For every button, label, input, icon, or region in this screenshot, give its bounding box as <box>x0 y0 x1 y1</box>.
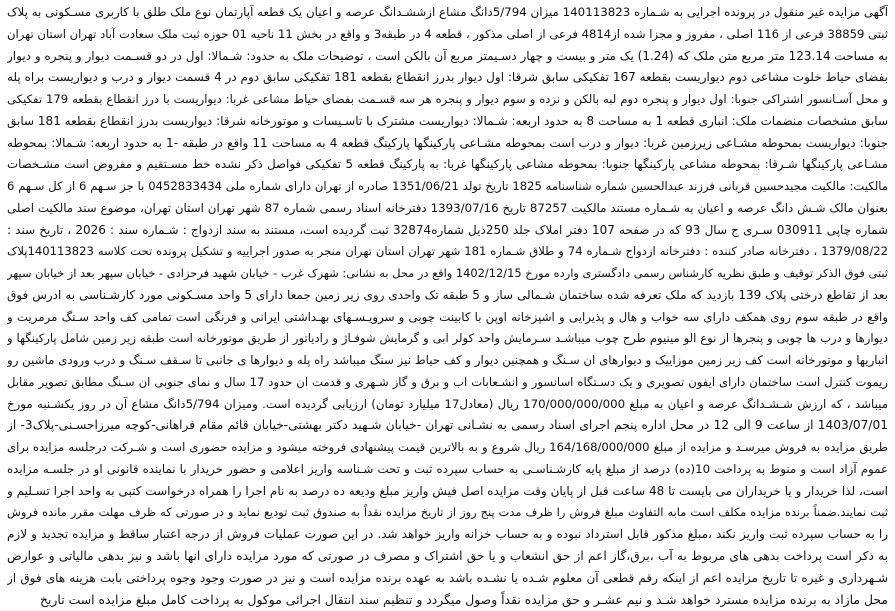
notice-line: به ذکر است پرداخت بدهی های مربوط به آب ،برق،گاز اعم از حق انشعاب و یا حق اشتراک و مصرف در صورتی که مورد مزایده دارای انها باشد و نیز بدهی مالیاتی و عوارض <box>7 548 888 563</box>
notice-line: آگهی مزایده غیر منقول در پرونده اجرایی به شـماره 140113823 میزان 5/794دانگ مشاع ازششـدانگ عرصه و اعیان یک قطعه آپارتمان نوع ملک طلق با کاربری مسـکونی به پلاک <box>7 5 888 19</box>
notice-line: عموم آزاد است و منوط به پرداخت 10(ده) درصد از مبلغ پایه کارشـناسـی به حساب سپرده ثبت و تحت شـناسه واریز اعلامی و حضور خریدار با نماینده قانونی او در جلسـه مزایده <box>7 461 888 476</box>
notice-line: ثبتی فوق الذکر توقیف و طبق نظریه کارشناس رسمی دادگستری وارده مورخ 1402/12/15 واقع در محل به نشانی: شهرک غرب - خیابان شهید فرحزادی - خیابان سپهر بعد از خیابان سپهر <box>7 266 888 280</box>
notice-line: بعنوان مالک شـش دانگ عرصه و اعیان به شـماره مستند مالکیت 87257 تاریخ 1393/07/16 دفترخانه اسناد رسمی شماره 87 شهر تهران استان تهران، موضوع سند مالکیت اصلی <box>7 200 888 215</box>
notice-line: شـهرداری و غیره تا تاریخ مزایده اعم از اینکه رقم قطعی آن معلوم شـده یا نشـده باشد به عهده برنده مزایده است و نیز در صورت وجود وجوه پرداختی بابت هزینه های فوق از <box>7 570 888 585</box>
notice-line: مالکیت: مالکیت مجیدحسین قربانی فرزند عبدالحسین شماره شناسنامه 1825 تاریخ تولد 1351/06/21 صادره از تهران دارای شماره ملی 0452833434 با جز سـهم 6 از کل سـهم 6 <box>7 179 888 193</box>
notice-line: است، لذا خریدار و یا خریداران می بایست تا 48 ساعت قبل از پایان وقت مزایده اصل فیش واریز مبلغ ودیعه ده درصد به نام اجرا را همراه درخواست کتبی به واحد اجرا تسـلیم و <box>7 483 888 498</box>
notice-line: طریق مزایده به فروش میرسـد و مزایده از مبلغ 164/168/000/000 ریال شروع و به بالاترین قیمت پیشنهادی فروخته میشود و مزایده حضوری است و شـرکت درجلسه مزایده برای <box>7 440 888 454</box>
notice-line: 1379/08/22 ، دفترخانه صادر کننده : دفترخانه ازدواج شـماره 74 و طلاق شـماره 181 شهر تهران استان تهران منجر به صدور اجراییه و تشکیل پرونده تحت کلاسه 140113823پلاک <box>7 244 888 259</box>
notice-line: جنوبا: دیواریست بمحوطه مشـاعی زیرزمین غربا: دیوار و درب است بمحوطه مشـاعی پارکینگها پارکینگ قطعه 4 به مساحت 11 واقع در طبقه -1 به حدود اربعه: شـمالا: بمحوطه <box>7 135 888 150</box>
notice-line: بعد از تقاطع درختی پلاک 139 بازدید که ملک تعرفه شده ساختمان شـمالی ساز و 5 طبقه تک واحدی روی زیر زمین جمعا دارای 5 واحد مسـکونی مورد کارشـناسی به ادرس فوق <box>7 287 888 302</box>
notice-line: میباشد ، که ارزش شـشـدانگ عرصه و اعیان به مبلغ 170/000/000/000 ریال (معادل17 میلیارد تومان) ارزیابی گردیده است. ومیزان 5/794دانگ مشاع آن در روز یکشـنبه مورخ <box>7 396 888 411</box>
notice-line: بفضای حیاط خلوت مشاعی دوم دیواریست بقطعه 167 تفکیکی سابق شرقا: اول دیوار بدرز انقطاع بقطعه 181 تفکیکی سابق دوم در 4 قسمت دیوار و درب و دیواریست براه پله <box>7 70 888 85</box>
notice-line: مشـاعی پارکینگها شـرقا: بمحوطه مشاعی پارکینگها جنوبا: بمحوطه مشاعی پارکینگها غربا: به پارکینگ قطعه 5 تفکیکی فواصل ذکر نشده خط مسـتقیم و مفروض است مشـخصات <box>7 157 888 172</box>
notice-line: ثبتی 38859 فرعی از 116 اصلی ، مفروز و مجزا شده از4814 فرعی از اصلی مذکور ، قطعه 4 در طبقه3 و واقع در بخش 11 ناحیه 01 حوزه ثبت ملک سعادت آباد تهران استان تهران <box>7 26 888 41</box>
notice-line: دیوارها و درب ها چوبی و پنجرها از نوع الو مینیوم طرح چوب میباشـد سـرمایش واحد کولر ابی و گرمایش شوفـاژ و رادیاتور از طریق موتورخانه است طبقه زیر زمین شامل پارکینگها و <box>7 331 888 346</box>
notice-line: انباریها و موتورخانه است کف زیر زمین موزاییک و دیوارهای ان سـنگ و همچنین دیوار و کف حیاط نیز سنگ میباشد راه پله و دیوارها ی جانبی تا سـقف سـنگ و درب ورودی ماشین رو <box>7 353 888 367</box>
notice-line: محل مازاد به برنده مزایده مسترد خواهد شـد و نیم عشـر و حق مزایده نقداً وصول میگردد و تنظیم سند انتقال اجرائی موکول به پرداخت کامل مبلغ مزایده است تاریخ <box>39 592 888 608</box>
notice-line: واقع در طبقه سوم روی همکف دارای سه خواب و هال و پذیرایی و اشپزخانه اوپن با کابینت چوبی و سرویـسـهای بهـداشتی ایرانی و فرنگی است تمامی کف واحد سـنگ مرمریت و <box>7 309 888 324</box>
notice-line: و محل آسـانسور اشتراکی جنوبا: اول دیوار و پنجره دوم لبه بالکن و نرده و سوم دیوار و پنجره هر سه قسـمت بفضای حیاط مشاعی غربا: دیواریست با درز انقطاع بقطعه 179 تفکیکی <box>7 92 888 106</box>
notice-line: ریموت کنترل است ساختمان دارای ایفون تصویری و یک دسـتگاه اسانسور و انشـعابات اب و برق و گاز شـهری و قدمت ان حدود 17 سال و نمای جنوبی ان سـنگ مطابق تصویر مقابل <box>7 374 888 389</box>
notice-line: ثبت نمایند.ضمناً برنده مزایده مکلف است مابه التفاوت مبلغ فروش را ظرف مدت پنج روز از تاریخ مزایده نقداً به صندوق ثبت تودیع نماید و در صورتی که ظرف مهلت مقرر مانده فروش <box>7 505 888 520</box>
notice-line: به مساحت 123.14 متر مربع متن ملک که (1.24) یک متر و بیست و چهار دسـیمتر مربع آن بالکن است ، توضیحات ملک به حدود: شـمالا: اول در دو قسـمت دیوار و پنجره و دیوار <box>7 48 888 63</box>
notice-line: سابق مشخصات منضمات ملک: انباری قطعه 1 به مساحت 8 به حدود اربعه: شـمالا: دیواریست مشترک با تاسـیسات و موتورخانه شرقا: دیواریست بدرز انقطاع بقطعه 181 سابق <box>7 113 888 128</box>
notice-line: 1403/07/01 از ساعت 9 الی 12 در محل اداره پنجم اجرای اسناد رسمی به نشـانی تهران -خیابان شـهید دکتر بهشتی-خیابان قائم مقام فراهانی-کوچه میرزاحسـنی-پلاک3- از <box>7 418 888 433</box>
notice-line: را به حساب سپرده ثبت واریز نکند ،مبلغ مذکور قابل استرداد نبوده و به حساب خزانه واریز خواهد شد. در این صورت عملیات فروش از درجه اعتبار ساقط و مزایده تجدید و لازم <box>7 527 888 541</box>
notice-line: شماره چاپی 030911 سـری ج سال 93 که در صفحه 107 دفتر املاک جلد 250ذیل شماره32874 ثبت گردیده است، مستند به سند ازدواج : شـماره سند : 2026 ، تاریخ سند : <box>7 222 888 237</box>
